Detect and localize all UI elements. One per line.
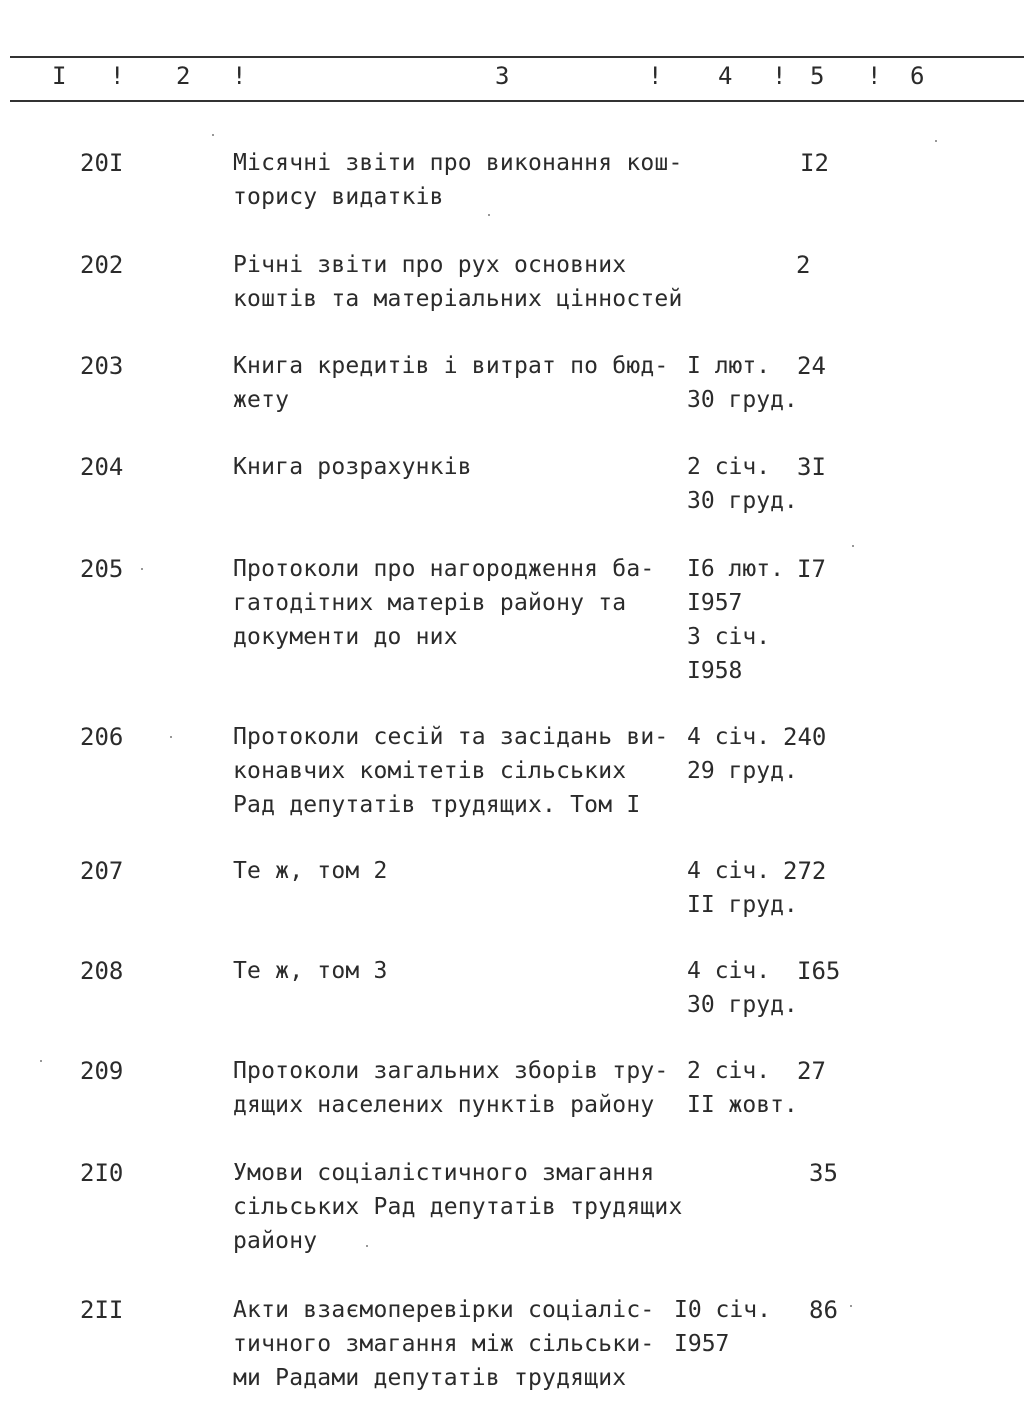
- title-line: Протоколи сесій та засідань ви-: [233, 724, 669, 750]
- date-line: 4 січ.: [687, 858, 771, 884]
- title-line: Акти взаємоперевірки соціаліс-: [233, 1297, 655, 1323]
- item-number: 202: [80, 251, 124, 279]
- header-separator: !: [232, 62, 247, 90]
- scan-speck: [366, 1245, 368, 1247]
- date-line: 30 груд.: [687, 992, 798, 1018]
- header-col-1: I: [52, 62, 67, 90]
- item-number: 2I0: [80, 1159, 124, 1187]
- scan-speck: [170, 736, 172, 738]
- sheet-count: 240: [783, 723, 827, 751]
- header-top-rule: [10, 56, 1024, 58]
- header-separator: !: [867, 62, 882, 90]
- item-dates: [687, 450, 798, 518]
- item-dates: [687, 552, 784, 688]
- date-line: 30 груд.: [687, 387, 798, 413]
- item-title: [233, 720, 693, 822]
- date-line: 2 січ.: [687, 454, 771, 480]
- item-dates: [687, 1054, 798, 1122]
- item-number: 20I: [80, 149, 124, 177]
- title-line: Те ж, том 3: [233, 958, 388, 984]
- date-line: II груд.: [687, 892, 798, 918]
- scan-speck: [212, 134, 214, 136]
- sheet-count: 35: [809, 1159, 838, 1187]
- title-line: Книга кредитів і витрат по бюд-: [233, 353, 669, 379]
- item-title: [233, 1054, 693, 1122]
- item-title: [233, 1156, 693, 1258]
- header-separator: !: [772, 62, 787, 90]
- title-line: Те ж, том 2: [233, 858, 388, 884]
- title-line: коштів та матеріальних цінностей: [233, 286, 683, 312]
- title-line: гатодітних матерів району та: [233, 590, 627, 616]
- title-line: Протоколи про нагородження ба-: [233, 556, 655, 582]
- item-dates: [674, 1293, 771, 1361]
- sheet-count: 3I: [797, 453, 826, 481]
- scan-speck: [40, 1060, 42, 1062]
- title-line: документи до них: [233, 624, 458, 650]
- date-line: I957: [687, 590, 743, 616]
- header-col-3: 3: [495, 62, 510, 90]
- item-number: 203: [80, 352, 124, 380]
- title-line: Книга розрахунків: [233, 454, 472, 480]
- item-number: 205: [80, 555, 124, 583]
- date-line: I958: [687, 658, 743, 684]
- scan-speck: [852, 545, 854, 547]
- date-line: I957: [674, 1331, 730, 1357]
- title-line: Протоколи загальних зборів тру-: [233, 1058, 669, 1084]
- sheet-count: I7: [797, 555, 826, 583]
- title-line: Річні звіти про рух основних: [233, 252, 627, 278]
- item-title: [233, 954, 693, 988]
- item-number: 204: [80, 453, 124, 481]
- title-line: сільських Рад депутатів трудящих: [233, 1194, 683, 1220]
- item-title: [233, 450, 693, 484]
- scan-speck: [850, 1305, 852, 1307]
- item-title: [233, 248, 693, 316]
- item-dates: [687, 349, 798, 417]
- header-col-5: 5: [810, 62, 825, 90]
- item-number: 208: [80, 957, 124, 985]
- scan-speck: [935, 140, 937, 142]
- sheet-count: I2: [800, 149, 829, 177]
- title-line: жету: [233, 387, 290, 413]
- item-title: [233, 349, 693, 417]
- date-line: 2 січ.: [687, 1058, 771, 1084]
- sheet-count: 2: [796, 251, 811, 279]
- header-col-6: 6: [910, 62, 925, 90]
- sheet-count: 86: [809, 1296, 838, 1324]
- sheet-count: I65: [797, 957, 841, 985]
- header-col-4: 4: [718, 62, 733, 90]
- title-line: тичного змагання між сільськи-: [233, 1331, 655, 1357]
- title-line: Умови соціалістичного змагання: [233, 1160, 655, 1186]
- scan-speck: [488, 214, 490, 216]
- date-line: 3 січ.: [687, 624, 771, 650]
- title-line: ми Радами депутатів трудящих: [233, 1365, 627, 1391]
- scan-speck: [141, 568, 143, 570]
- date-line: I0 січ.: [674, 1297, 771, 1323]
- date-line: 4 січ.: [687, 958, 771, 984]
- item-number: 207: [80, 857, 124, 885]
- item-dates: [687, 954, 798, 1022]
- title-line: дящих населених пунктів району: [233, 1092, 655, 1118]
- item-title: [233, 1293, 693, 1395]
- title-line: Рад депутатів трудящих. Том I: [233, 792, 641, 818]
- date-line: II жовт.: [687, 1092, 798, 1118]
- date-line: I6 лют.: [687, 556, 784, 582]
- item-dates: [687, 720, 798, 788]
- item-title: [233, 146, 693, 214]
- sheet-count: 27: [797, 1057, 826, 1085]
- item-dates: [687, 854, 798, 922]
- date-line: 4 січ.: [687, 724, 771, 750]
- item-number: 209: [80, 1057, 124, 1085]
- item-title: [233, 552, 693, 654]
- title-line: району: [233, 1228, 318, 1254]
- header-separator: !: [110, 62, 125, 90]
- header-separator: !: [648, 62, 663, 90]
- sheet-count: 24: [797, 352, 826, 380]
- date-line: 30 груд.: [687, 488, 798, 514]
- sheet-count: 272: [783, 857, 827, 885]
- title-line: конавчих комітетів сільських: [233, 758, 627, 784]
- title-line: Місячні звіти про виконання кош-: [233, 150, 683, 176]
- date-line: 29 груд.: [687, 758, 798, 784]
- header-bottom-rule: [10, 100, 1024, 102]
- item-title: [233, 854, 693, 888]
- item-number: 2II: [80, 1296, 124, 1324]
- title-line: торису видатків: [233, 184, 444, 210]
- date-line: I лют.: [687, 353, 771, 379]
- item-number: 206: [80, 723, 124, 751]
- header-col-2: 2: [176, 62, 191, 90]
